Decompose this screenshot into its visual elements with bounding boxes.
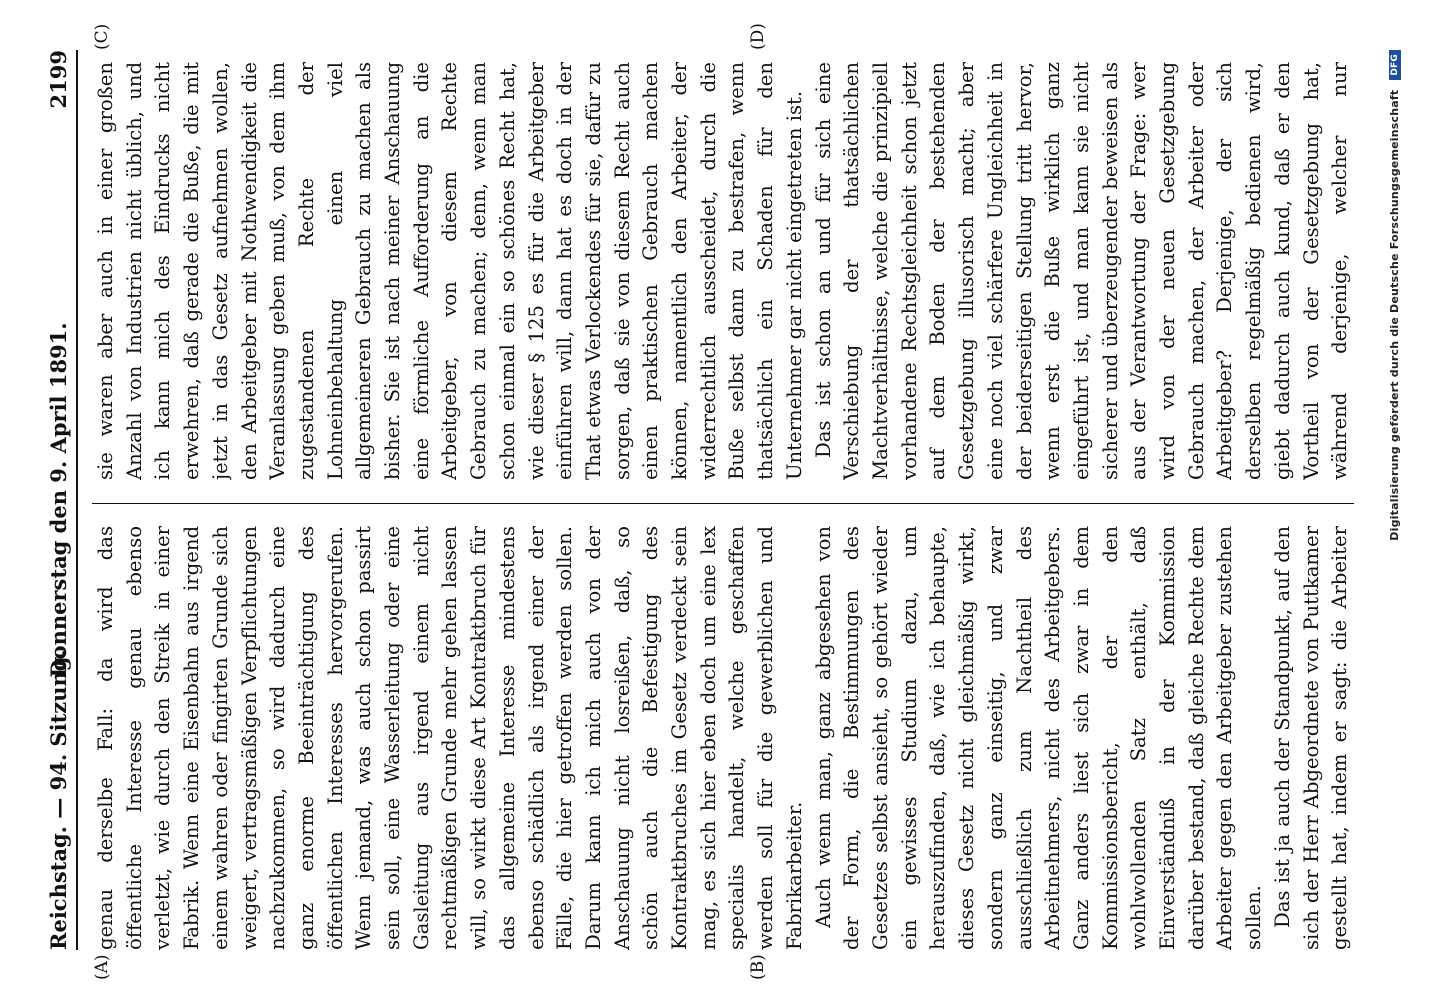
left-text-column xyxy=(92,526,1354,950)
column-divider xyxy=(92,503,1354,504)
credit-text: Digitalisierung gefördert durch die Deutsche Forschungsgemeinschaft xyxy=(1388,89,1401,541)
dfg-logo: DFG xyxy=(1389,50,1401,80)
margin-marker-b: (B) xyxy=(748,954,768,980)
paragraph: Das ist ja auch der Standpunkt, auf den sich der Herr Abgeordnete von Puttkamer gestellt hat, indem er sagt: die Arbeiter xyxy=(1270,526,1352,950)
paragraph: Auch wenn man, ganz abgesehen von der Form, die Bestimmungen des Gesetzes selbst ansieht, so gehört wieder ein gewisses Studium dazu, um herauszufinden, daß, wie ich behaupte, dieses Gesetz nicht gleichmäßig wirkt, sondern ganz einseitig, und zwar ausschließlich zum Nachtheil des Arbeitnehmers, nicht des Arbeitgebers. Ganz anders liest sich zwar in dem Kommissionsbericht, der den wohlwollenden Satz enthält, daß Einverständniß in der Kommission darüber bestand, daß gleiche Rechte dem Arbeiter gegen den Arbeitgeber zustehen sollen. xyxy=(811,526,1266,950)
header-date: Donnerstag den 9. April 1891. xyxy=(46,322,71,678)
margin-marker-a: (A) xyxy=(92,954,112,980)
paragraph: genau derselbe Fall: da wird das öffentliche Interesse genau ebenso verletzt, wie durch den Streik in einer Fabrik. Wenn eine Eisenbahn aus irgend einem wahren oder fingirten Grunde sich weigert, vertragsmäßigen Verpflichtungen nachzukommen, so wird dadurch eine ganz enorme Beeinträchtigung des öffentlichen Interesses hervorgerufen. Wenn jemand, was auch schon passirt sein soll, eine Wasserleitung oder eine Gasleitung aus irgend einem nicht rechtmäßigen Grunde mehr gehen lassen will, so wirkt diese Art Kontraktbruch für das allgemeine Interesse mindestens ebenso schädlich als irgend einer der Fälle, die hier getroffen werden sollen. Darum kann ich mich auch von der Anschauung nicht losreißen, daß, so schön auch die Befestigung des Kontraktbruches im Gesetz verdeckt sein mag, es sich hier eben doch um eine lex specialis handelt, welche geschaffen werden soll für die gewerblichen und Fabrikarbeiter. xyxy=(94,526,806,950)
page-number: 2199 xyxy=(46,50,71,109)
digitization-credit xyxy=(1388,50,1401,950)
header-session: Reichstag. — 94. Sitzung. xyxy=(46,649,71,950)
paragraph: sie waren aber auch in einer großen Anzahl von Industrien nicht üblich, und ich kann mich des Eindrucks nicht erwehren, daß gerade die Buße, die mit jetzt in das Gesetz aufnehmen wollen, den Arbeitgeber mit Nothwendigkeit die Veranlassung geben muß, von dem ihm zugestandenen Rechte der Lohneinbehaltung einen viel allgemeineren Gebrauch zu machen als bisher. Sie ist nach meiner Anschauung eine förmliche Aufforderung an die Arbeitgeber, von diesem Rechte Gebrauch zu machen; denn, wenn man schon einmal ein so schönes Recht hat, wie dieser § 125 es für die Arbeitgeber einführen will, dann hat es doch in der That etwas Verlockendes für sie, dafür zu sorgen, daß sie von diesem Recht auch einen praktischen Gebrauch machen können, namentlich den Arbeiter, der widerrechtlich ausscheidet, durch die Buße selbst dann zu bestrafen, wenn thatsächlich ein Schaden für den Unternehmer gar nicht eingetreten ist. xyxy=(94,62,806,480)
header-rule xyxy=(76,50,78,950)
page-header xyxy=(38,50,78,950)
margin-marker-c: (C) xyxy=(92,23,112,50)
right-text-column xyxy=(92,62,1354,480)
paragraph: Das ist schon an und für sich eine Verschiebung der thatsächlichen Machtverhältnisse, welche die prinzipiell vorhandene Rechtsgleichheit schon jetzt auf dem Boden der bestehenden Gesetzgebung illusorisch macht; aber eine noch viel schärfere Ungleichheit in der beiderseitigen Stellung tritt hervor, wenn erst die Buße wirklich ganz eingeführt ist, und man kann sie nicht sicherer und überzeugender beweisen als aus der Verantwortung der Frage: wer wird von der neuen Gesetzgebung Gebrauch machen, der Arbeiter oder Arbeitgeber? Derjenige, der sich derselben regelmäßig bedienen wird, giebt dadurch auch kund, daß er den Vortheil von der Gesetzgebung hat, während derjenige, welcher nur xyxy=(811,62,1352,480)
margin-marker-d: (D) xyxy=(748,23,768,50)
